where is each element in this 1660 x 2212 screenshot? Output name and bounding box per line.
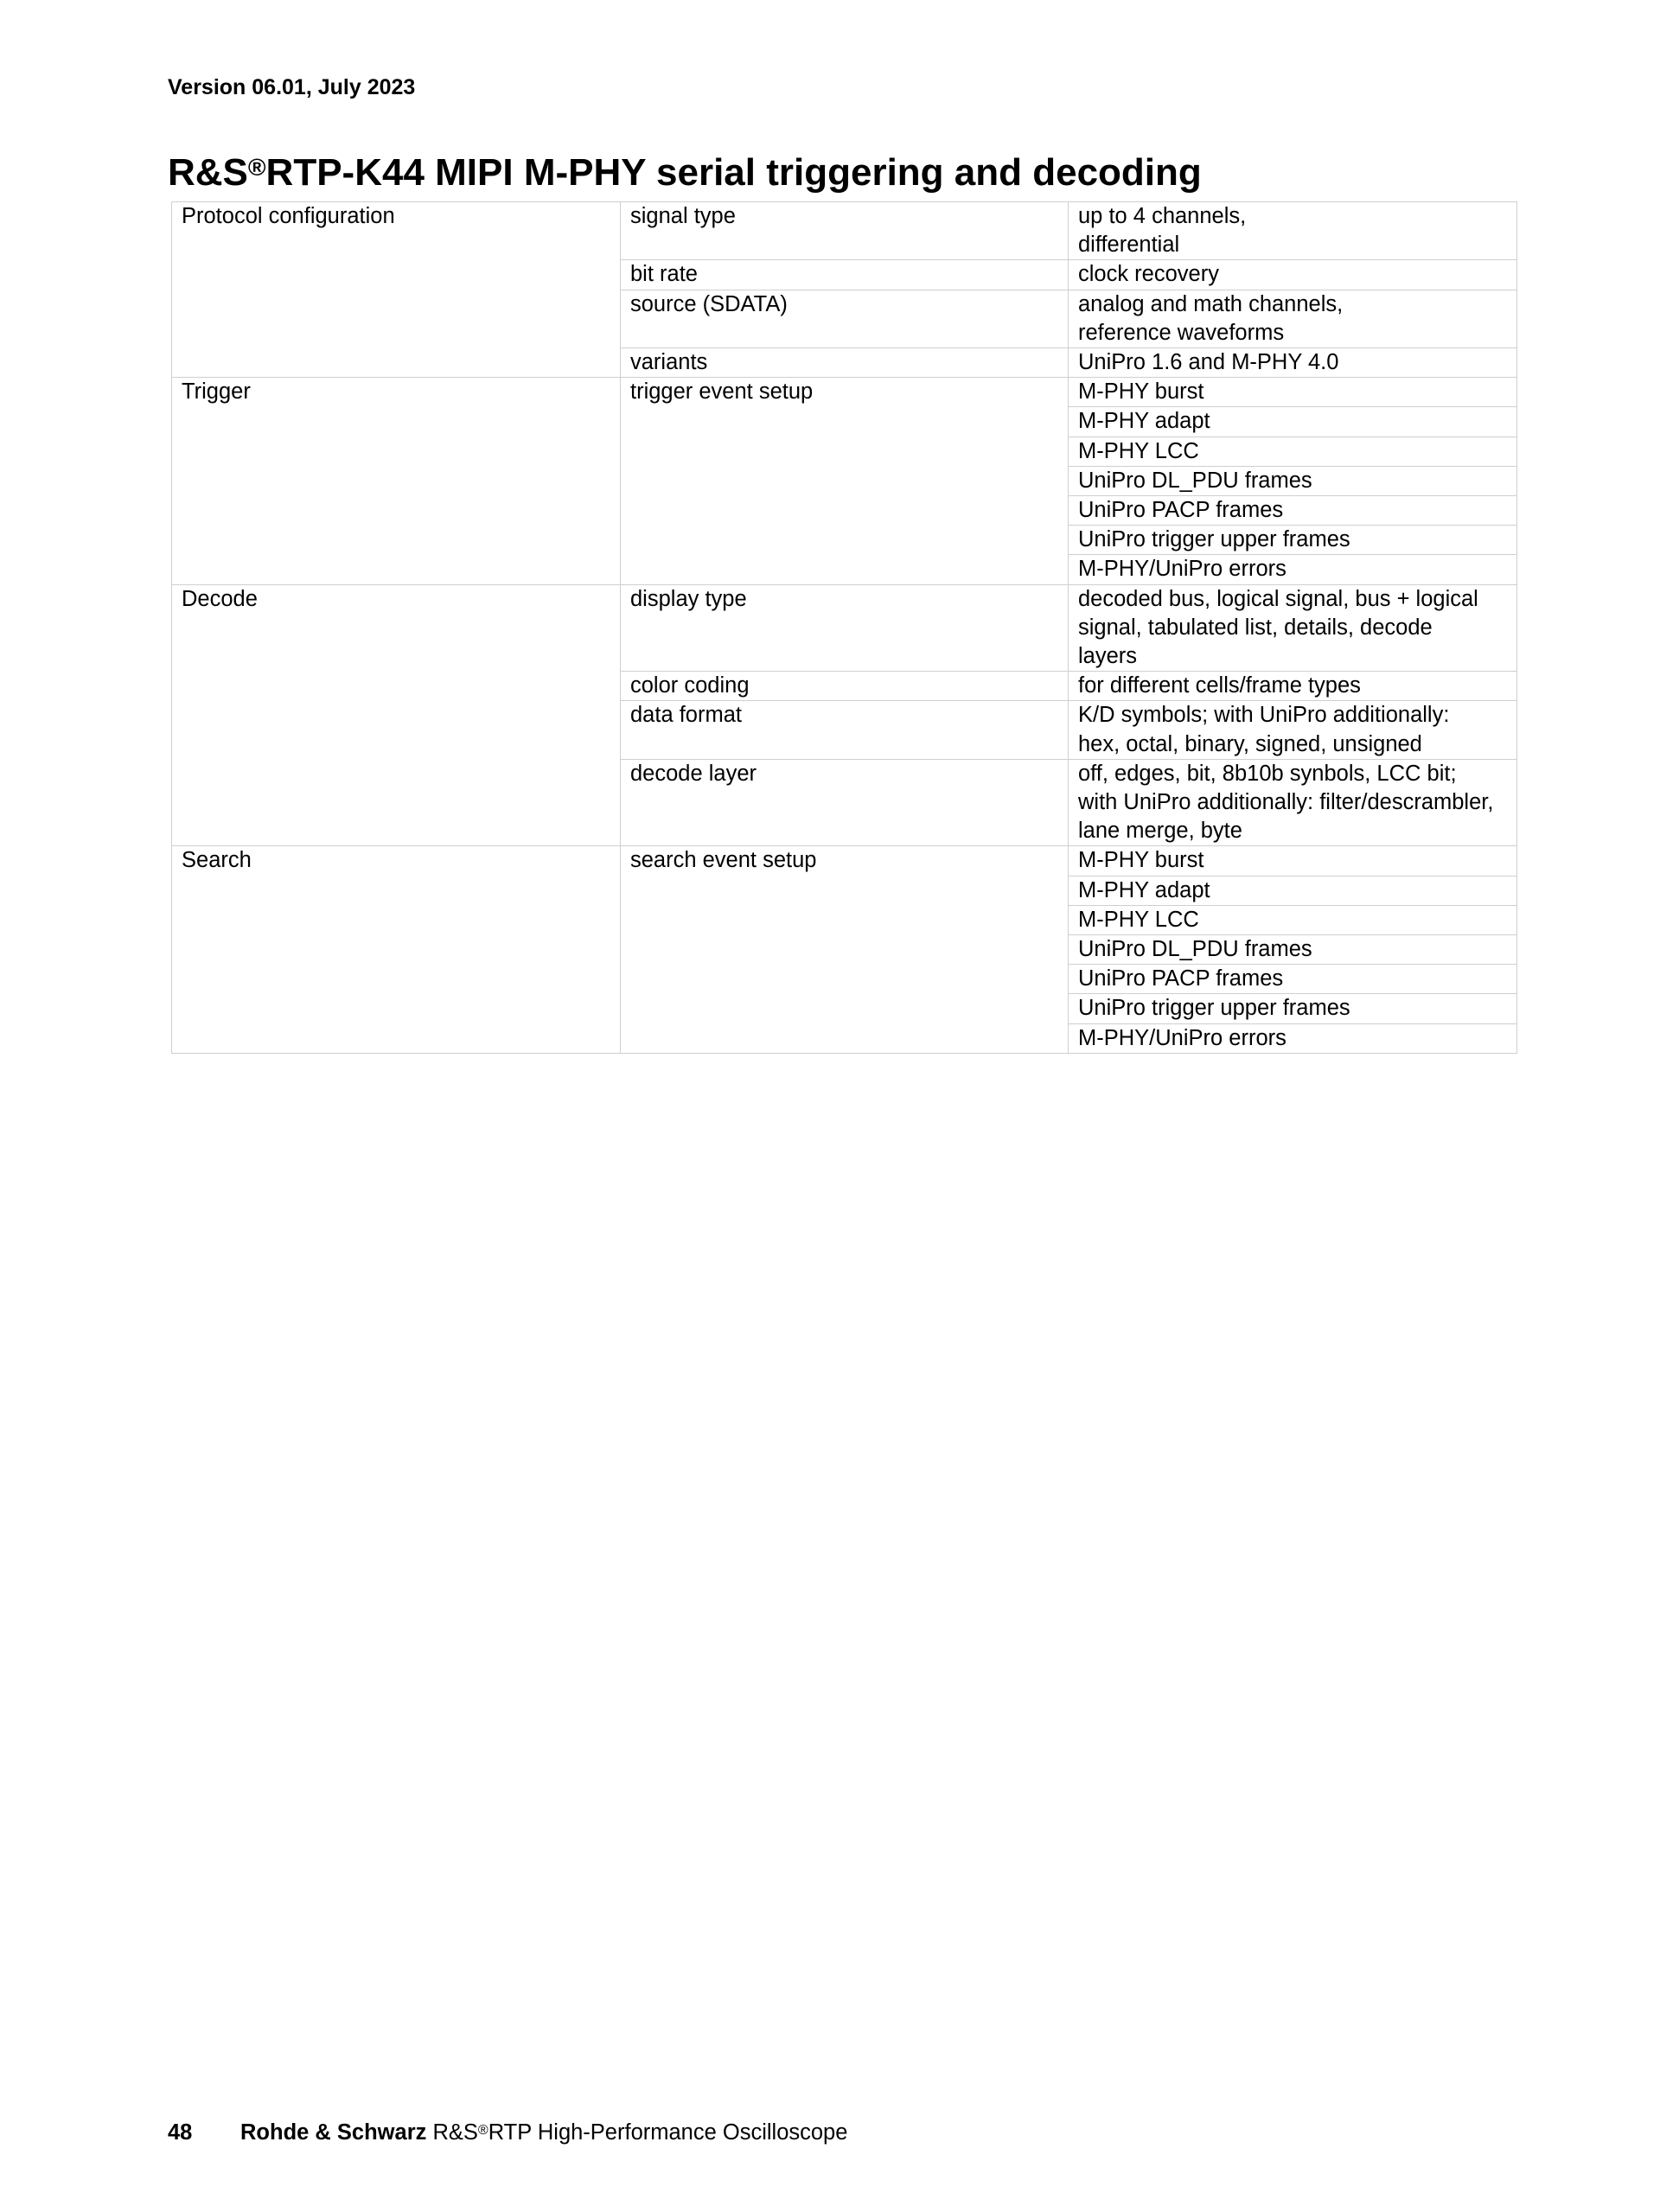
value-line: up to 4 channels, [1078,204,1247,228]
spec-table [171,201,1517,1054]
value-line: hex, octal, binary, signed, unsigned [1078,731,1422,756]
spec-table-body [172,202,1517,1054]
value-cell [1069,876,1517,905]
value-cell [1069,994,1517,1023]
value-line: UniPro DL_PDU frames [1078,937,1312,962]
title-main: RTP-K44 MIPI M-PHY serial triggering and decoding [265,151,1202,194]
parameter-cell: search event setup [621,846,1069,1053]
value-cell [1069,290,1517,347]
parameter-cell: color coding [621,672,1069,701]
value-line: M-PHY/UniPro errors [1078,1025,1286,1050]
value-cell [1069,905,1517,934]
value-cell [1069,260,1517,290]
value-line: signal, tabulated list, details, decode [1078,615,1433,640]
parameter-cell: bit rate [621,260,1069,290]
footer-registered-mark: ® [477,2123,488,2138]
page-title [168,147,1202,199]
value-line: UniPro trigger upper frames [1078,996,1350,1021]
footer-brand: Rohde & Schwarz [240,2120,427,2145]
value-cell [1069,965,1517,994]
table-row [172,202,1517,260]
value-cell [1069,202,1517,260]
registered-mark: ® [247,154,266,181]
value-line: UniPro PACP frames [1078,966,1284,991]
group-cell: Protocol configuration [172,202,621,378]
footer-product-prefix: R&S [432,2120,478,2145]
parameter-cell: signal type [621,202,1069,260]
value-line: M-PHY burst [1078,848,1204,873]
value-cell [1069,378,1517,407]
value-line: reference waveforms [1078,320,1285,345]
value-cell [1069,584,1517,672]
value-cell [1069,526,1517,555]
value-line: M-PHY adapt [1078,409,1210,434]
value-cell [1069,348,1517,378]
value-line: UniPro DL_PDU frames [1078,468,1312,493]
value-cell [1069,407,1517,437]
value-line: with UniPro additionally: filter/descrambler, [1078,790,1494,815]
value-cell [1069,437,1517,466]
table-row [172,378,1517,407]
version-label: Version 06.01, July 2023 [168,75,416,99]
parameter-cell: trigger event setup [621,378,1069,584]
parameter-cell: display type [621,584,1069,672]
group-cell: Decode [172,584,621,846]
value-line: UniPro 1.6 and M-PHY 4.0 [1078,350,1339,375]
table-row [172,584,1517,672]
value-cell [1069,759,1517,846]
page-number: 48 [168,2120,193,2145]
parameter-cell: source (SDATA) [621,290,1069,347]
value-line: for different cells/frame types [1078,673,1361,698]
value-cell [1069,466,1517,495]
group-cell: Trigger [172,378,621,584]
value-line: M-PHY adapt [1078,877,1210,902]
value-cell [1069,846,1517,876]
value-line: layers [1078,644,1138,669]
value-cell [1069,701,1517,759]
value-cell [1069,496,1517,526]
parameter-cell: decode layer [621,759,1069,846]
value-line: analog and math channels, [1078,291,1344,316]
value-line: clock recovery [1078,262,1219,287]
value-cell [1069,935,1517,965]
value-cell [1069,672,1517,701]
table-row [172,846,1517,876]
group-cell: Search [172,846,621,1053]
value-cell [1069,555,1517,584]
value-line: K/D symbols; with UniPro additionally: [1078,703,1450,728]
value-line: differential [1078,233,1180,258]
value-line: UniPro trigger upper frames [1078,527,1350,552]
page-footer [168,2118,847,2147]
value-line: decoded bus, logical signal, bus + logical [1078,586,1478,611]
parameter-cell: data format [621,701,1069,759]
title-prefix: R&S [168,151,248,194]
value-line: M-PHY/UniPro errors [1078,557,1286,582]
value-line: M-PHY burst [1078,379,1204,405]
footer-product-name: RTP High-Performance Oscilloscope [488,2120,848,2145]
value-line: M-PHY LCC [1078,907,1199,932]
parameter-cell: variants [621,348,1069,378]
value-cell [1069,1023,1517,1053]
value-line: UniPro PACP frames [1078,498,1284,523]
value-line: off, edges, bit, 8b10b synbols, LCC bit; [1078,761,1457,786]
value-line: M-PHY LCC [1078,438,1199,463]
value-line: lane merge, byte [1078,819,1242,844]
